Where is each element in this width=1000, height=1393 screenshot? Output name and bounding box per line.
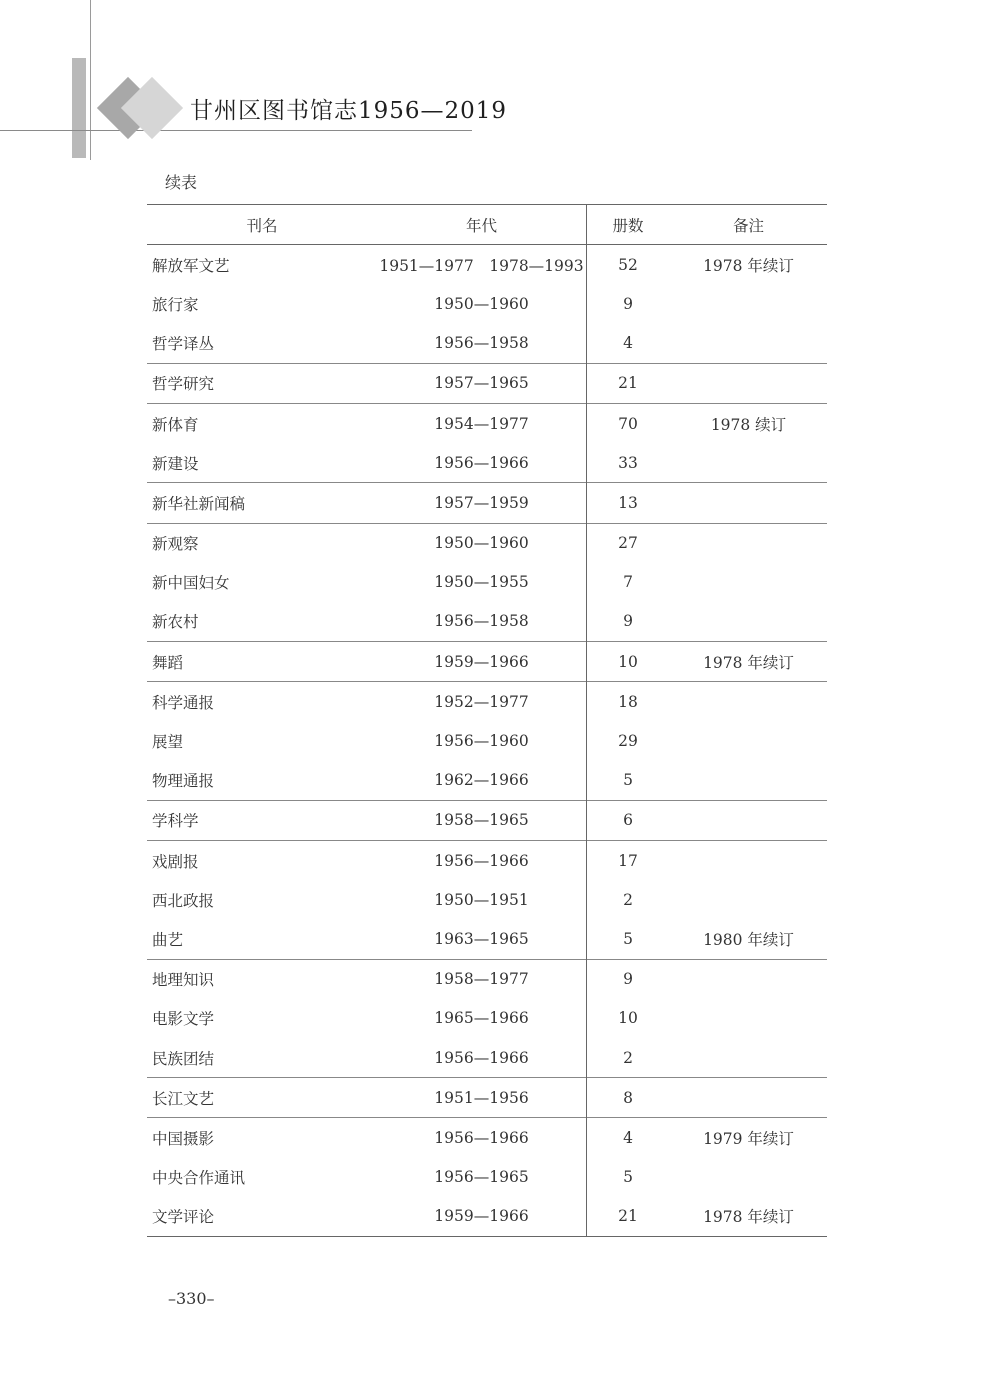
cell-name: 科学通报: [152, 693, 215, 712]
table-row: [147, 284, 827, 323]
cell-years: 1958—1965: [434, 811, 529, 830]
table-row: [147, 999, 827, 1038]
cell-note: 1978 年续订: [703, 256, 794, 275]
cell-years: 1950—1960: [434, 534, 529, 553]
cell-name: 新体育: [152, 415, 199, 434]
cell-name: 新农村: [152, 613, 199, 632]
table-row: [147, 642, 827, 682]
cell-count: 5: [623, 771, 633, 790]
cell-name: 中国摄影: [152, 1129, 215, 1148]
table-row: [147, 1158, 827, 1197]
table-row: [147, 524, 827, 563]
table-row: [147, 602, 827, 642]
cell-count: 33: [618, 453, 638, 472]
cell-years: 1956—1966: [434, 851, 529, 870]
cell-name: 旅行家: [152, 295, 199, 314]
cell-years: 1956—1966: [434, 1048, 529, 1067]
table-row: [147, 682, 827, 721]
table-row: [147, 960, 827, 999]
cell-note: 1979 年续订: [703, 1129, 794, 1148]
cell-count: 8: [623, 1088, 633, 1107]
cell-years: 1956—1958: [434, 334, 529, 353]
cell-name: 长江文艺: [152, 1089, 215, 1108]
header-cell-note: 备注: [732, 216, 764, 235]
cell-name: 解放军文艺: [152, 256, 230, 275]
header-vertical-line: [90, 0, 91, 160]
table-row: [147, 443, 827, 483]
cell-count: 70: [618, 414, 638, 433]
table-row: [147, 404, 827, 443]
cell-count: 21: [618, 374, 638, 393]
table-row: [147, 1118, 827, 1157]
table-body: [147, 245, 827, 1236]
table-row: [147, 324, 827, 364]
header-cell-count: 册数: [612, 216, 644, 235]
periodicals-table: [147, 204, 827, 1237]
cell-name: 地理知识: [152, 971, 215, 990]
cell-note: 1978 续订: [710, 415, 787, 434]
cell-count: 10: [618, 1009, 638, 1028]
cell-name: 戏剧报: [152, 852, 199, 871]
cell-count: 9: [623, 294, 633, 313]
table-row: [147, 721, 827, 760]
cell-count: 17: [618, 851, 638, 870]
cell-count: 52: [618, 255, 638, 274]
cell-name: 新观察: [152, 535, 199, 554]
cell-years: 1963—1965: [434, 929, 529, 948]
column-divider: [586, 205, 587, 1236]
cell-count: 7: [623, 573, 633, 592]
cell-count: 10: [618, 652, 638, 671]
cell-years: 1951—1956: [434, 1088, 529, 1107]
cell-years: 1952—1977: [434, 692, 529, 711]
table-row: [147, 1078, 827, 1118]
cell-years: 1956—1966: [434, 453, 529, 472]
cell-count: 4: [623, 1128, 633, 1147]
cell-note: 1978 年续订: [703, 1208, 794, 1227]
cell-name: 学科学: [152, 812, 199, 831]
cell-count: 13: [618, 493, 638, 512]
cell-count: 2: [623, 1048, 633, 1067]
cell-years: 1950—1955: [434, 573, 529, 592]
cell-name: 文学评论: [152, 1208, 215, 1227]
cell-name: 新华社新闻稿: [152, 494, 246, 513]
cell-count: 9: [623, 970, 633, 989]
cell-note: 1980 年续订: [703, 930, 794, 949]
cell-count: 6: [623, 811, 633, 830]
cell-count: 29: [618, 732, 638, 751]
cell-name: 哲学研究: [152, 375, 215, 394]
table-row: [147, 919, 827, 959]
table-row: [147, 364, 827, 404]
cell-years: 1959—1966: [434, 652, 529, 671]
table-row: [147, 1197, 827, 1236]
cell-years: 1956—1966: [434, 1128, 529, 1147]
cell-name: 西北政报: [152, 891, 215, 910]
table-header-row: [147, 205, 827, 245]
cell-name: 中央合作通讯: [152, 1169, 246, 1188]
table-row: [147, 880, 827, 919]
header-cell-years: 年代: [465, 216, 497, 235]
cell-name: 电影文学: [152, 1010, 215, 1029]
cell-count: 2: [623, 890, 633, 909]
cell-years: 1951—1977 1978—1993: [379, 256, 584, 275]
table-caption: 续表: [165, 173, 198, 192]
cell-name: 哲学译丛: [152, 335, 215, 354]
cell-name: 物理通报: [152, 772, 215, 791]
cell-years: 1962—1966: [434, 771, 529, 790]
cell-years: 1954—1977: [434, 414, 529, 433]
cell-count: 5: [623, 929, 633, 948]
cell-count: 18: [618, 692, 638, 711]
cell-years: 1965—1966: [434, 1009, 529, 1028]
header-vertical-bar: [72, 58, 86, 158]
table-row: [147, 841, 827, 880]
table-row: [147, 801, 827, 841]
cell-count: 4: [623, 334, 633, 353]
cell-note: 1978 年续订: [703, 653, 794, 672]
cell-name: 民族团结: [152, 1049, 215, 1068]
page-number: –330–: [168, 1289, 215, 1308]
table-row: [147, 563, 827, 602]
cell-years: 1957—1959: [434, 493, 529, 512]
cell-count: 21: [618, 1207, 638, 1226]
cell-years: 1957—1965: [434, 374, 529, 393]
cell-years: 1950—1960: [434, 294, 529, 313]
header-cell-name: 刊名: [246, 216, 278, 235]
cell-years: 1950—1951: [434, 890, 529, 909]
cell-count: 9: [623, 612, 633, 631]
cell-name: 新建设: [152, 454, 199, 473]
header-rule: [0, 130, 472, 131]
table-row: [147, 245, 827, 284]
table-row: [147, 1038, 827, 1078]
book-title: 甘州区图书馆志1956—2019: [190, 98, 508, 124]
table-row: [147, 483, 827, 523]
cell-count: 27: [618, 534, 638, 553]
cell-name: 曲艺: [152, 930, 184, 949]
cell-name: 新中国妇女: [152, 574, 230, 593]
cell-years: 1956—1965: [434, 1168, 529, 1187]
cell-years: 1958—1977: [434, 970, 529, 989]
table-row: [147, 761, 827, 801]
cell-years: 1959—1966: [434, 1207, 529, 1226]
cell-years: 1956—1958: [434, 612, 529, 631]
cell-name: 展望: [152, 733, 184, 752]
cell-name: 舞蹈: [152, 653, 184, 672]
cell-years: 1956—1960: [434, 732, 529, 751]
cell-count: 5: [623, 1168, 633, 1187]
